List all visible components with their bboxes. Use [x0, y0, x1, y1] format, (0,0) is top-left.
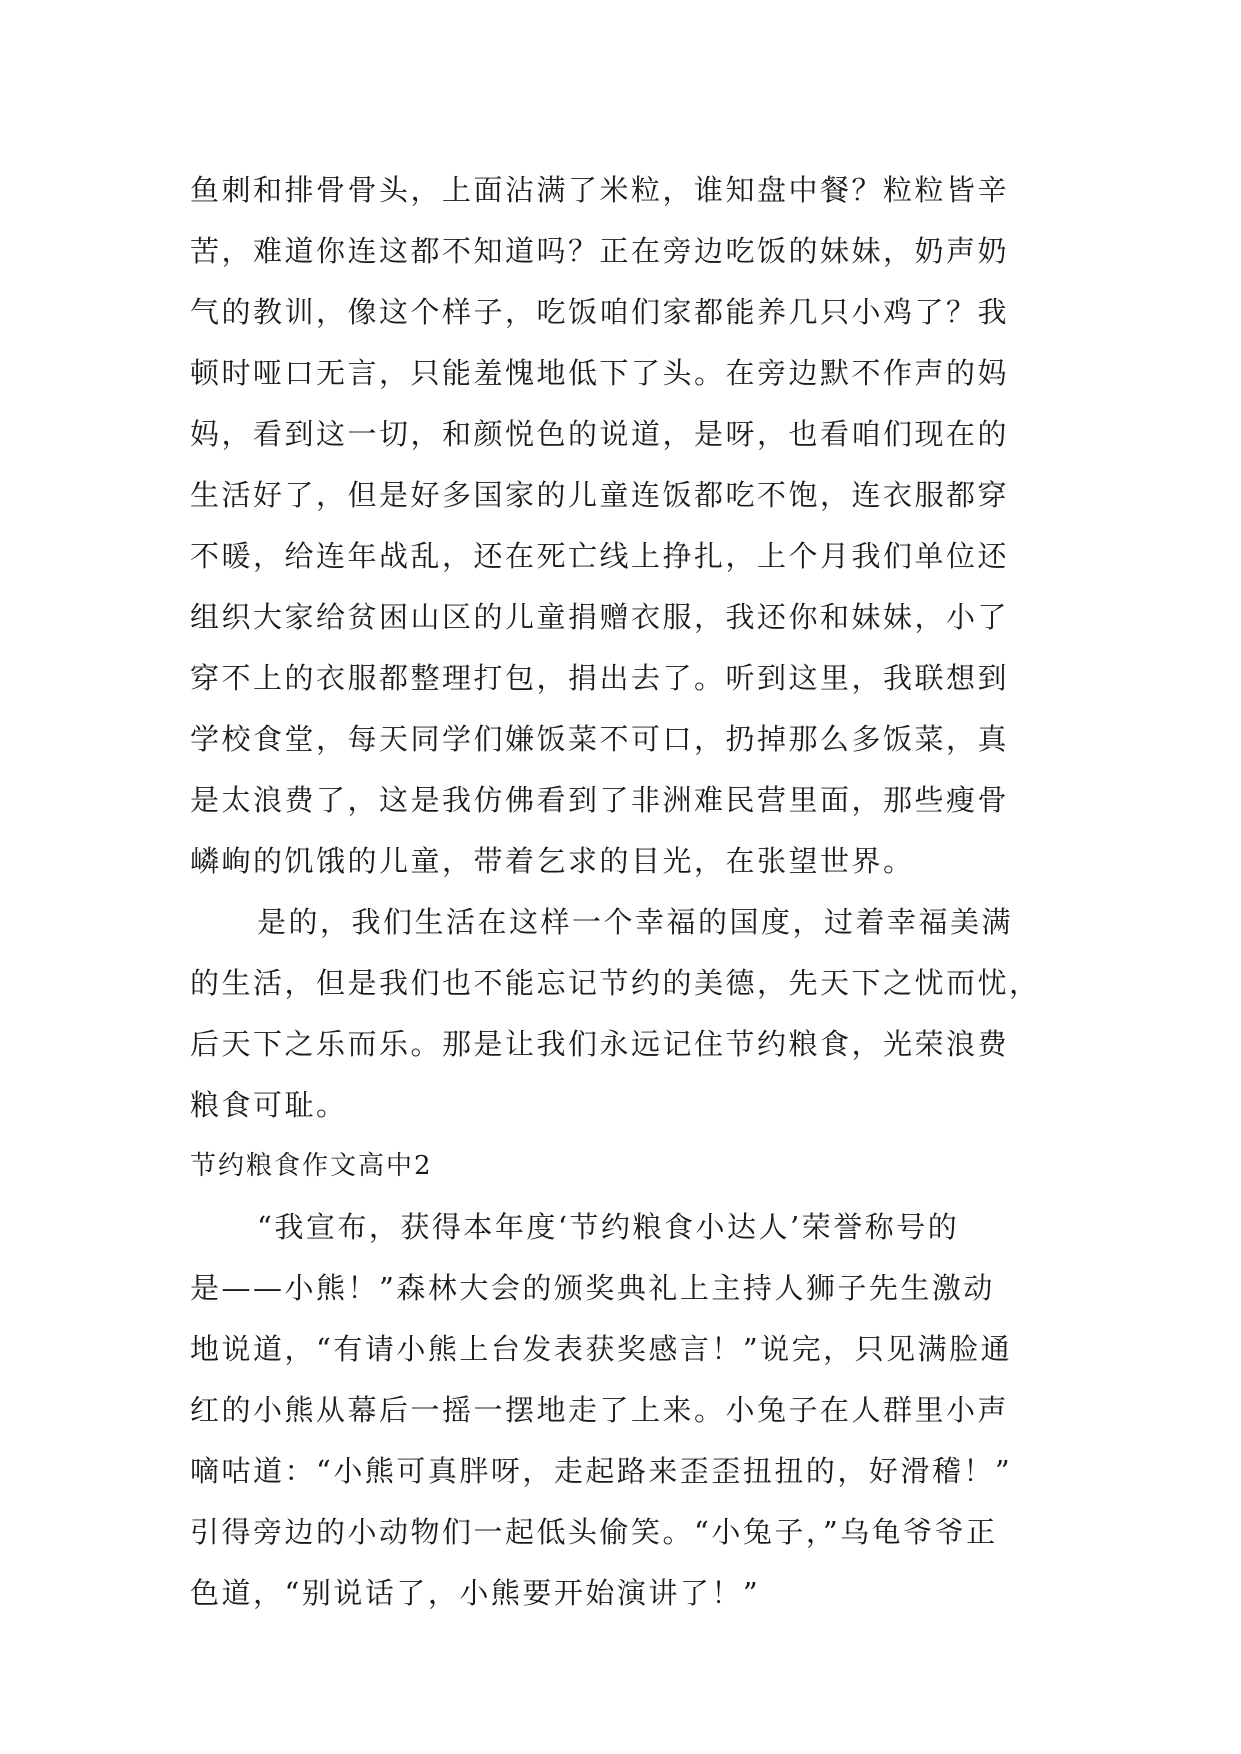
- text-line: 苦，难道你连这都不知道吗？正在旁边吃饭的妹妹，奶声奶: [190, 234, 1010, 268]
- text-line: 引得旁边的小动物们一起低头偷笑。“小兔子，”乌龟爷爷正: [190, 1515, 998, 1549]
- text-line: 嘀咕道：“小熊可真胖呀，走起路来歪歪扭扭的，好滑稽！”: [190, 1454, 1013, 1488]
- paragraph-story: [190, 1197, 1060, 1624]
- document-body: [190, 160, 1060, 1624]
- text-line: “我宣布，获得本年度‘节约粮食小达人’荣誉称号的: [257, 1210, 960, 1244]
- text-line: 学校食堂，每天同学们嫌饭菜不可口，扔掉那么多饭菜，真: [190, 722, 1010, 756]
- text-line: 是的，我们生活在这样一个幸福的国度，过着幸福美满: [257, 905, 1014, 939]
- text-line: 组织大家给贫困山区的儿童捐赠衣服，我还你和妹妹，小了: [190, 600, 1010, 634]
- text-line: 色道，“别说话了，小熊要开始演讲了！”: [190, 1576, 761, 1610]
- text-line: 穿不上的衣服都整理打包，捐出去了。听到这里，我联想到: [190, 661, 1010, 695]
- text-line: 粮食可耻。: [190, 1088, 348, 1122]
- text-line: 妈，看到这一切，和颜悦色的说道，是呀，也看咱们现在的: [190, 417, 1010, 451]
- text-line: 是——小熊！”森林大会的颁奖典礼上主持人狮子先生激动: [190, 1271, 995, 1305]
- text-line: 鱼刺和排骨骨头，上面沾满了米粒，谁知盘中餐？粒粒皆辛: [190, 173, 1010, 207]
- paragraph-continuation: [190, 160, 1060, 892]
- text-line: 不暖，给连年战乱，还在死亡线上挣扎，上个月我们单位还: [190, 539, 1010, 573]
- text-line: 生活好了，但是好多国家的儿童连饭都吃不饱，连衣服都穿: [190, 478, 1010, 512]
- section-heading: 节约粮食作文高中2: [190, 1151, 433, 1181]
- text-line: 后天下之乐而乐。那是让我们永远记住节约粮食，光荣浪费: [190, 1027, 1010, 1061]
- paragraph-conclusion: [190, 892, 1060, 1136]
- text-line: 气的教训，像这个样子，吃饭咱们家都能养几只小鸡了？我: [190, 295, 1010, 329]
- text-line: 红的小熊从幕后一摇一摆地走了上来。小兔子在人群里小声: [190, 1393, 1010, 1427]
- text-line: 地说道，“有请小熊上台发表获奖感言！”说完，只见满脸通: [190, 1332, 1013, 1366]
- text-line: 的生活，但是我们也不能忘记节约的美德，先天下之忧而忧，: [190, 966, 1041, 1000]
- text-line: 是太浪费了，这是我仿佛看到了非洲难民营里面，那些瘦骨: [190, 783, 1010, 817]
- text-line: 嶙峋的饥饿的儿童，带着乞求的目光，在张望世界。: [190, 844, 915, 878]
- text-line: 顿时哑口无言，只能羞愧地低下了头。在旁边默不作声的妈: [190, 356, 1010, 390]
